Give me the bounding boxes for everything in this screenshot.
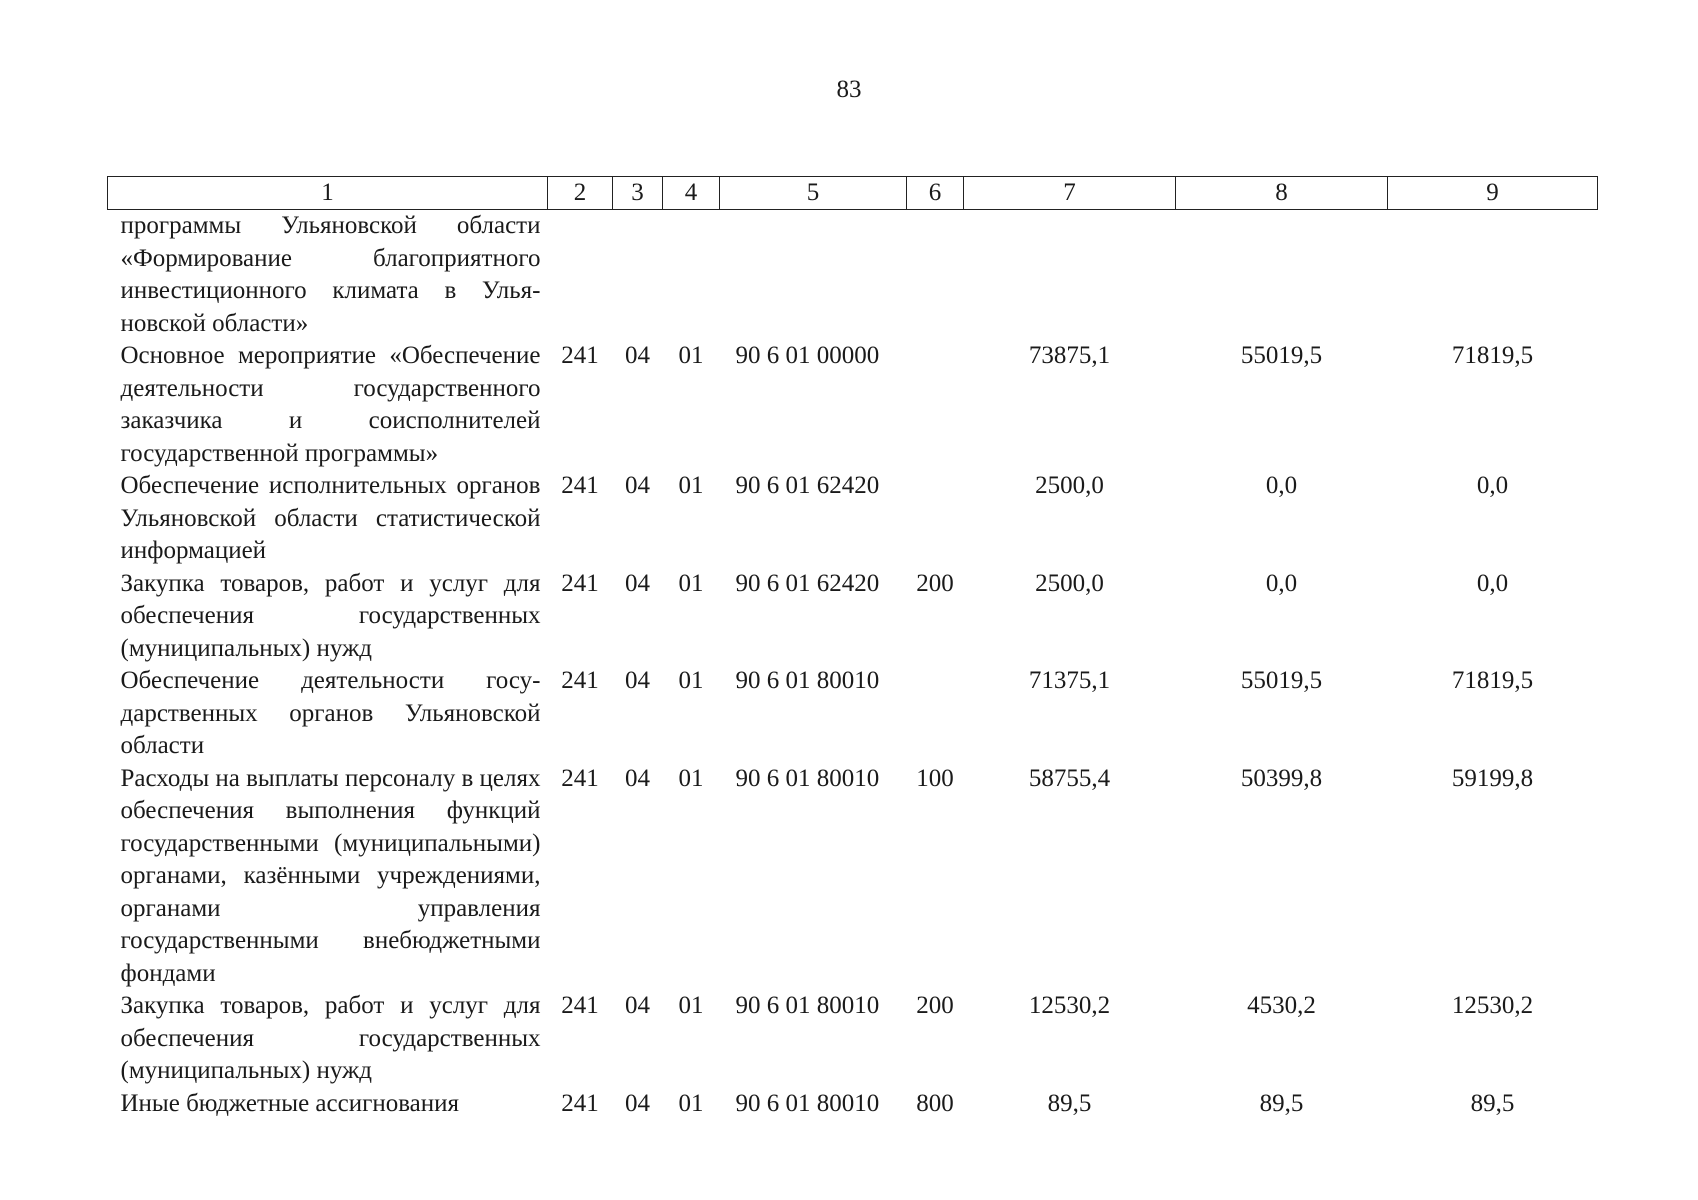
row-col-7: 12530,2	[1028, 992, 1111, 1019]
row-description: Обеспечение деятельности государственных органов Ульяновской области	[120, 667, 541, 759]
row-col-2: 241	[561, 1089, 599, 1117]
row-description: Обеспечение исполнительных органов Ульяновской области статистической информацией	[120, 472, 541, 564]
row-col-9: 89,5	[1470, 1089, 1515, 1117]
row-col-8	[1176, 210, 1388, 341]
row-col-9	[1388, 210, 1598, 341]
row-col-9: 0,0	[1476, 569, 1509, 597]
row-col-7: 2500,0	[1035, 569, 1104, 597]
row-col-6: 100	[916, 764, 954, 792]
header-col-9: 9	[1388, 177, 1598, 210]
table-row	[108, 568, 1598, 666]
row-col-8: 89,5	[1259, 1089, 1304, 1117]
row-col-3: 04	[625, 1089, 650, 1117]
row-col-5: 90 6 01 80010	[735, 667, 880, 694]
row-col-7: 58755,4	[1028, 764, 1111, 792]
row-col-6	[907, 340, 964, 470]
row-col-7: 71375,1	[1028, 667, 1111, 694]
row-col-6: 200	[916, 992, 954, 1019]
row-col-2: 241	[561, 472, 599, 499]
row-col-2: 241	[561, 667, 599, 694]
row-col-6	[907, 470, 964, 568]
page-number: 83	[836, 76, 862, 103]
header-col-6: 6	[907, 177, 964, 210]
header-col-7: 7	[964, 177, 1176, 210]
table-row	[108, 470, 1598, 568]
row-col-2: 241	[561, 992, 599, 1019]
row-col-8: 0,0	[1265, 569, 1298, 597]
row-description: Основное мероприятие «Обеспечение деятельности государственного заказчика и соисполнителей государственной программы»	[120, 342, 541, 467]
header-col-3: 3	[613, 177, 663, 210]
row-description: Расходы на выплаты персоналу в целях обеспечения выполнения функций государственными (муниципальными) органами, казёнными учреждениями, органами управления государственными внебюджетными фондами	[120, 764, 541, 987]
row-col-9: 71819,5	[1451, 667, 1534, 694]
row-col-5: 90 6 01 00000	[735, 342, 880, 369]
row-col-7: 2500,0	[1035, 472, 1104, 499]
row-col-5: 90 6 01 80010	[735, 764, 880, 792]
header-col-5: 5	[720, 177, 907, 210]
row-col-3: 04	[625, 342, 650, 369]
row-col-8: 55019,5	[1240, 342, 1323, 369]
row-col-5: 90 6 01 80010	[735, 992, 880, 1019]
row-col-5	[720, 210, 907, 341]
row-col-4: 01	[678, 992, 704, 1019]
table-row	[108, 210, 1598, 341]
row-col-8: 50399,8	[1240, 764, 1323, 792]
header-col-2: 2	[548, 177, 613, 210]
row-col-2: 241	[561, 569, 599, 597]
row-col-4	[663, 210, 720, 341]
row-col-6	[907, 665, 964, 763]
row-col-4: 01	[678, 342, 704, 369]
row-col-2	[548, 210, 613, 341]
row-col-2: 241	[561, 764, 599, 792]
row-col-8: 0,0	[1265, 472, 1298, 499]
row-col-6: 800	[916, 1089, 954, 1117]
row-col-2: 241	[561, 342, 599, 369]
row-col-3: 04	[625, 992, 650, 1019]
header-col-1: 1	[108, 177, 548, 210]
budget-table	[107, 176, 1598, 1120]
row-col-3: 04	[625, 472, 650, 499]
row-col-7	[964, 210, 1176, 341]
table-row	[108, 763, 1598, 991]
header-col-8: 8	[1176, 177, 1388, 210]
row-col-4: 01	[678, 569, 704, 597]
table-row	[108, 990, 1598, 1088]
row-col-6: 200	[916, 569, 954, 597]
row-description: программы Ульяновской области «Формирование благоприятного инвестиционного климата в Ульяновской области»	[120, 212, 541, 337]
table-row	[108, 1088, 1598, 1121]
header-row	[108, 177, 1598, 210]
row-col-8: 55019,5	[1240, 667, 1323, 694]
row-col-7: 73875,1	[1028, 342, 1111, 369]
row-description: Закупка товаров, работ и услуг для обеспечения государственных (муниципальных) нужд	[120, 992, 541, 1084]
table-row	[108, 665, 1598, 763]
row-col-4: 01	[678, 472, 704, 499]
row-col-3: 04	[625, 667, 650, 694]
row-col-3: 04	[625, 569, 650, 597]
row-col-7: 89,5	[1047, 1089, 1092, 1117]
row-col-5: 90 6 01 62420	[735, 569, 880, 597]
table-body	[108, 210, 1598, 1121]
row-col-8: 4530,2	[1247, 992, 1316, 1019]
row-col-9: 0,0	[1476, 472, 1509, 499]
table-header	[108, 177, 1598, 210]
row-col-9: 59199,8	[1451, 764, 1534, 792]
header-col-4: 4	[663, 177, 720, 210]
row-col-5: 90 6 01 80010	[735, 1089, 880, 1117]
row-col-9: 71819,5	[1451, 342, 1534, 369]
row-col-6	[907, 210, 964, 341]
row-description: Закупка товаров, работ и услуг для обеспечения государственных (муниципальных) нужд	[120, 569, 541, 662]
row-col-9: 12530,2	[1451, 992, 1534, 1019]
row-col-4: 01	[678, 1089, 704, 1117]
row-description: Иные бюджетные ассигнования	[120, 1089, 460, 1117]
row-col-4: 01	[678, 667, 704, 694]
row-col-5: 90 6 01 62420	[735, 472, 880, 499]
row-col-4: 01	[678, 764, 704, 792]
table-row	[108, 340, 1598, 470]
row-col-3: 04	[625, 764, 650, 792]
row-col-3	[613, 210, 663, 341]
